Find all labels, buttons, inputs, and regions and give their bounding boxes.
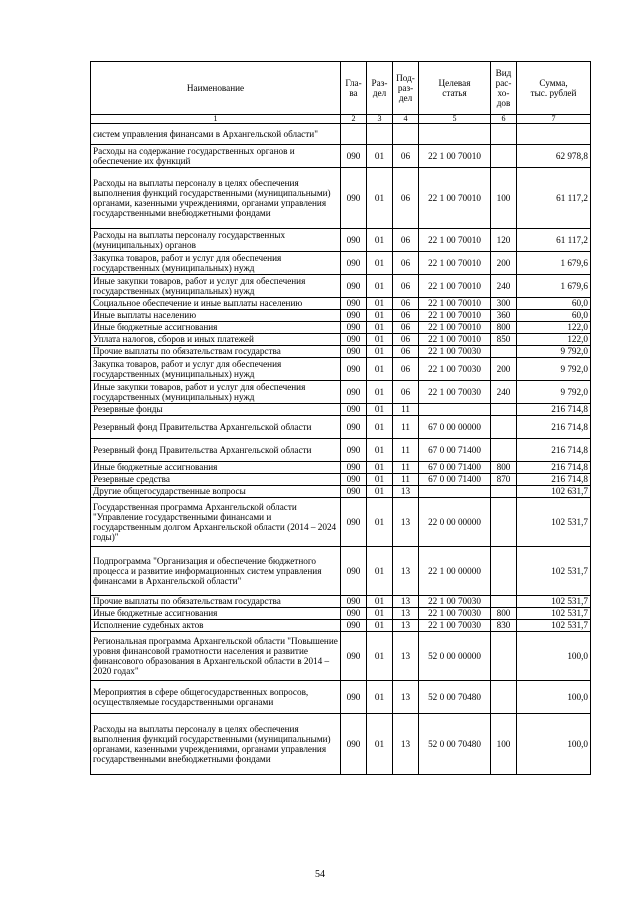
row-target-article [419, 486, 491, 498]
row-glava: 090 [341, 252, 367, 275]
table-row [91, 298, 591, 310]
row-podrazdel: 06 [393, 168, 419, 229]
row-target-article: 22 1 00 00000 [419, 547, 491, 596]
row-razdel: 01 [367, 404, 393, 416]
row-expense-type: 800 [491, 462, 517, 474]
row-sum: 102 531,7 [517, 596, 591, 608]
row-target-article: 22 1 00 70010 [419, 145, 491, 168]
row-glava: 090 [341, 608, 367, 620]
row-podrazdel: 11 [393, 404, 419, 416]
column-number: 7 [517, 115, 591, 124]
row-expense-type: 240 [491, 275, 517, 298]
row-podrazdel: 11 [393, 439, 419, 462]
row-razdel: 01 [367, 596, 393, 608]
row-razdel: 01 [367, 474, 393, 486]
row-expense-type [491, 681, 517, 714]
row-expense-type: 100 [491, 714, 517, 775]
row-expense-type: 870 [491, 474, 517, 486]
row-target-article: 22 1 00 70010 [419, 310, 491, 322]
row-razdel: 01 [367, 322, 393, 334]
row-name: Расходы на выплаты персоналу в целях обеспечения выполнения функций государственными (муниципальными) органами, казенными учреждениями, органами управления государственными внебюджетными фондами [91, 714, 341, 775]
row-sum: 216 714,8 [517, 474, 591, 486]
row-razdel: 01 [367, 252, 393, 275]
table-row [91, 229, 591, 252]
table-row [91, 681, 591, 714]
table-row [91, 275, 591, 298]
row-target-article: 22 1 00 70010 [419, 168, 491, 229]
row-target-article [419, 404, 491, 416]
header-target-article: Целевая статья [419, 62, 491, 115]
row-podrazdel: 13 [393, 486, 419, 498]
row-sum: 1 679,6 [517, 275, 591, 298]
row-sum: 102 531,7 [517, 498, 591, 547]
table-row [91, 404, 591, 416]
row-target-article: 67 0 00 00000 [419, 416, 491, 439]
row-name: Иные бюджетные ассигнования [91, 322, 341, 334]
row-target-article: 67 0 00 71400 [419, 439, 491, 462]
row-sum: 102 531,7 [517, 547, 591, 596]
row-sum: 102 531,7 [517, 620, 591, 632]
row-razdel: 01 [367, 358, 393, 381]
row-sum: 60,0 [517, 310, 591, 322]
row-razdel: 01 [367, 298, 393, 310]
row-sum: 9 792,0 [517, 358, 591, 381]
row-glava: 090 [341, 322, 367, 334]
row-expense-type [491, 547, 517, 596]
row-target-article [419, 124, 491, 145]
row-target-article: 52 0 00 70480 [419, 714, 491, 775]
row-name: Региональная программа Архангельской области "Повышение уровня финансовой грамотности населения и развитие финансового образования в Архангельской области в 2014 – 2020 годах" [91, 632, 341, 681]
row-target-article: 22 1 00 70010 [419, 322, 491, 334]
table-row [91, 322, 591, 334]
row-name: Закупка товаров, работ и услуг для обеспечения государственных (муниципальных) нужд [91, 358, 341, 381]
row-glava [341, 124, 367, 145]
row-podrazdel: 13 [393, 498, 419, 547]
table-row [91, 381, 591, 404]
row-podrazdel: 13 [393, 608, 419, 620]
column-number: 1 [91, 115, 341, 124]
row-expense-type [491, 124, 517, 145]
row-sum: 9 792,0 [517, 381, 591, 404]
header-razdel: Раз- дел [367, 62, 393, 115]
row-expense-type [491, 346, 517, 358]
row-name: Уплата налогов, сборов и иных платежей [91, 334, 341, 346]
row-target-article: 22 1 00 70010 [419, 334, 491, 346]
row-razdel: 01 [367, 547, 393, 596]
row-razdel: 01 [367, 416, 393, 439]
row-target-article: 22 1 00 70030 [419, 620, 491, 632]
row-sum [517, 124, 591, 145]
row-podrazdel: 06 [393, 381, 419, 404]
row-razdel: 01 [367, 681, 393, 714]
row-expense-type: 850 [491, 334, 517, 346]
row-razdel: 01 [367, 310, 393, 322]
row-glava: 090 [341, 145, 367, 168]
row-sum: 122,0 [517, 334, 591, 346]
row-glava: 090 [341, 596, 367, 608]
row-razdel: 01 [367, 275, 393, 298]
row-podrazdel: 11 [393, 416, 419, 439]
row-name: Мероприятия в сфере общегосударственных вопросов, осуществляемые государственными органами [91, 681, 341, 714]
row-expense-type [491, 486, 517, 498]
row-name: Иные бюджетные ассигнования [91, 462, 341, 474]
table-row [91, 168, 591, 229]
column-number: 2 [341, 115, 367, 124]
row-expense-type [491, 416, 517, 439]
row-target-article: 52 0 00 70480 [419, 681, 491, 714]
row-sum: 61 117,2 [517, 229, 591, 252]
row-expense-type: 300 [491, 298, 517, 310]
row-name: систем управления финансами в Архангельской области" [91, 124, 341, 145]
row-podrazdel: 06 [393, 334, 419, 346]
row-expense-type: 360 [491, 310, 517, 322]
row-sum: 102 531,7 [517, 608, 591, 620]
row-podrazdel: 06 [393, 229, 419, 252]
row-razdel: 01 [367, 346, 393, 358]
row-name: Закупка товаров, работ и услуг для обеспечения государственных (муниципальных) нужд [91, 252, 341, 275]
table-row [91, 358, 591, 381]
table-row [91, 620, 591, 632]
row-podrazdel: 06 [393, 145, 419, 168]
row-razdel: 01 [367, 168, 393, 229]
row-sum: 1 679,6 [517, 252, 591, 275]
row-glava: 090 [341, 498, 367, 547]
row-razdel: 01 [367, 632, 393, 681]
table-row [91, 474, 591, 486]
row-name: Другие общегосударственные вопросы [91, 486, 341, 498]
row-sum: 61 117,2 [517, 168, 591, 229]
row-name: Резервный фонд Правительства Архангельской области [91, 416, 341, 439]
row-glava: 090 [341, 334, 367, 346]
row-podrazdel: 06 [393, 358, 419, 381]
row-podrazdel: 13 [393, 714, 419, 775]
row-sum: 9 792,0 [517, 346, 591, 358]
row-glava: 090 [341, 632, 367, 681]
header-expense-type: Вид рас- хо- дов [491, 62, 517, 115]
table-row [91, 596, 591, 608]
row-expense-type: 120 [491, 229, 517, 252]
row-razdel: 01 [367, 334, 393, 346]
row-name: Иные закупки товаров, работ и услуг для обеспечения государственных (муниципальных) нужд [91, 275, 341, 298]
row-podrazdel: 13 [393, 632, 419, 681]
row-glava: 090 [341, 714, 367, 775]
row-glava: 090 [341, 310, 367, 322]
table-row [91, 416, 591, 439]
row-name: Социальное обеспечение и иные выплаты населению [91, 298, 341, 310]
column-number: 4 [393, 115, 419, 124]
row-sum: 100,0 [517, 632, 591, 681]
row-target-article: 67 0 00 71400 [419, 474, 491, 486]
table-row [91, 346, 591, 358]
table-row [91, 486, 591, 498]
row-razdel [367, 124, 393, 145]
row-name: Прочие выплаты по обязательствам государства [91, 596, 341, 608]
row-name: Иные выплаты населению [91, 310, 341, 322]
header-glava: Гла- ва [341, 62, 367, 115]
row-razdel: 01 [367, 486, 393, 498]
table-row [91, 632, 591, 681]
row-podrazdel: 06 [393, 322, 419, 334]
row-expense-type [491, 145, 517, 168]
column-number: 3 [367, 115, 393, 124]
row-expense-type: 830 [491, 620, 517, 632]
row-podrazdel: 13 [393, 681, 419, 714]
table-header [91, 62, 591, 124]
row-name: Расходы на содержание государственных органов и обеспечение их функций [91, 145, 341, 168]
row-expense-type [491, 596, 517, 608]
row-sum: 102 631,7 [517, 486, 591, 498]
table-row [91, 498, 591, 547]
row-razdel: 01 [367, 381, 393, 404]
row-name: Иные закупки товаров, работ и услуг для обеспечения государственных (муниципальных) нужд [91, 381, 341, 404]
table-row [91, 439, 591, 462]
table-row [91, 145, 591, 168]
header-podrazdel: Под- раз- дел [393, 62, 419, 115]
row-name: Государственная программа Архангельской области "Управление государственными финансами и государственным долгом Архангельской области (2014 – 2024 годы)" [91, 498, 341, 547]
column-number: 6 [491, 115, 517, 124]
row-glava: 090 [341, 346, 367, 358]
row-name: Резервный фонд Правительства Архангельской области [91, 439, 341, 462]
row-glava: 090 [341, 381, 367, 404]
header-name: Наименование [91, 62, 341, 115]
row-sum: 216 714,8 [517, 416, 591, 439]
table-row [91, 334, 591, 346]
row-podrazdel: 06 [393, 346, 419, 358]
row-target-article: 22 0 00 00000 [419, 498, 491, 547]
row-target-article: 22 1 00 70010 [419, 275, 491, 298]
row-glava: 090 [341, 681, 367, 714]
row-glava: 090 [341, 404, 367, 416]
row-sum: 122,0 [517, 322, 591, 334]
row-expense-type: 800 [491, 608, 517, 620]
row-glava: 090 [341, 275, 367, 298]
row-expense-type [491, 498, 517, 547]
row-target-article: 22 1 00 70030 [419, 381, 491, 404]
table-body [91, 124, 591, 775]
row-podrazdel [393, 124, 419, 145]
row-sum: 62 978,8 [517, 145, 591, 168]
row-expense-type: 800 [491, 322, 517, 334]
row-podrazdel: 06 [393, 298, 419, 310]
row-target-article: 22 1 00 70010 [419, 298, 491, 310]
table-row [91, 462, 591, 474]
column-number-row [91, 115, 591, 124]
table-row [91, 547, 591, 596]
row-razdel: 01 [367, 145, 393, 168]
row-target-article: 22 1 00 70030 [419, 608, 491, 620]
row-podrazdel: 06 [393, 252, 419, 275]
row-glava: 090 [341, 298, 367, 310]
row-glava: 090 [341, 462, 367, 474]
table-row [91, 608, 591, 620]
row-name: Расходы на выплаты персоналу государственных (муниципальных) органов [91, 229, 341, 252]
row-glava: 090 [341, 547, 367, 596]
row-podrazdel: 13 [393, 596, 419, 608]
row-name: Подпрограмма "Организация и обеспечение бюджетного процесса и развитие информационных систем управления финансами в Архангельской области" [91, 547, 341, 596]
row-expense-type [491, 404, 517, 416]
header-sum: Сумма, тыс. рублей [517, 62, 591, 115]
row-target-article: 22 1 00 70010 [419, 229, 491, 252]
table-row [91, 310, 591, 322]
row-sum: 216 714,8 [517, 462, 591, 474]
row-razdel: 01 [367, 620, 393, 632]
row-glava: 090 [341, 474, 367, 486]
row-sum: 216 714,8 [517, 404, 591, 416]
row-target-article: 67 0 00 71400 [419, 462, 491, 474]
row-name: Резервные средства [91, 474, 341, 486]
column-number: 5 [419, 115, 491, 124]
row-razdel: 01 [367, 608, 393, 620]
row-expense-type: 240 [491, 381, 517, 404]
row-expense-type: 200 [491, 358, 517, 381]
row-razdel: 01 [367, 498, 393, 547]
row-glava: 090 [341, 439, 367, 462]
row-target-article: 22 1 00 70030 [419, 346, 491, 358]
row-podrazdel: 06 [393, 310, 419, 322]
row-expense-type: 100 [491, 168, 517, 229]
row-glava: 090 [341, 168, 367, 229]
row-podrazdel: 13 [393, 547, 419, 596]
row-glava: 090 [341, 358, 367, 381]
row-razdel: 01 [367, 229, 393, 252]
row-expense-type [491, 632, 517, 681]
row-name: Расходы на выплаты персоналу в целях обеспечения выполнения функций государственными (муниципальными) органами, казенными учреждениями, органами управления государственными внебюджетными фондами [91, 168, 341, 229]
row-name: Иные бюджетные ассигнования [91, 608, 341, 620]
row-razdel: 01 [367, 462, 393, 474]
row-sum: 100,0 [517, 714, 591, 775]
budget-table [90, 61, 591, 775]
row-glava: 090 [341, 416, 367, 439]
page-number: 54 [315, 869, 325, 880]
row-sum: 216 714,8 [517, 439, 591, 462]
row-podrazdel: 06 [393, 275, 419, 298]
table-row [91, 714, 591, 775]
table-row [91, 124, 591, 145]
row-razdel: 01 [367, 714, 393, 775]
row-target-article: 22 1 00 70010 [419, 252, 491, 275]
row-expense-type [491, 439, 517, 462]
table-row [91, 252, 591, 275]
row-sum: 100,0 [517, 681, 591, 714]
row-name: Исполнение судебных актов [91, 620, 341, 632]
row-glava: 090 [341, 486, 367, 498]
row-target-article: 52 0 00 00000 [419, 632, 491, 681]
row-glava: 090 [341, 620, 367, 632]
row-razdel: 01 [367, 439, 393, 462]
row-podrazdel: 13 [393, 620, 419, 632]
row-name: Прочие выплаты по обязательствам государства [91, 346, 341, 358]
row-target-article: 22 1 00 70030 [419, 358, 491, 381]
row-expense-type: 200 [491, 252, 517, 275]
row-name: Резервные фонды [91, 404, 341, 416]
row-glava: 090 [341, 229, 367, 252]
row-podrazdel: 11 [393, 462, 419, 474]
row-sum: 60,0 [517, 298, 591, 310]
row-target-article: 22 1 00 70030 [419, 596, 491, 608]
row-podrazdel: 11 [393, 474, 419, 486]
